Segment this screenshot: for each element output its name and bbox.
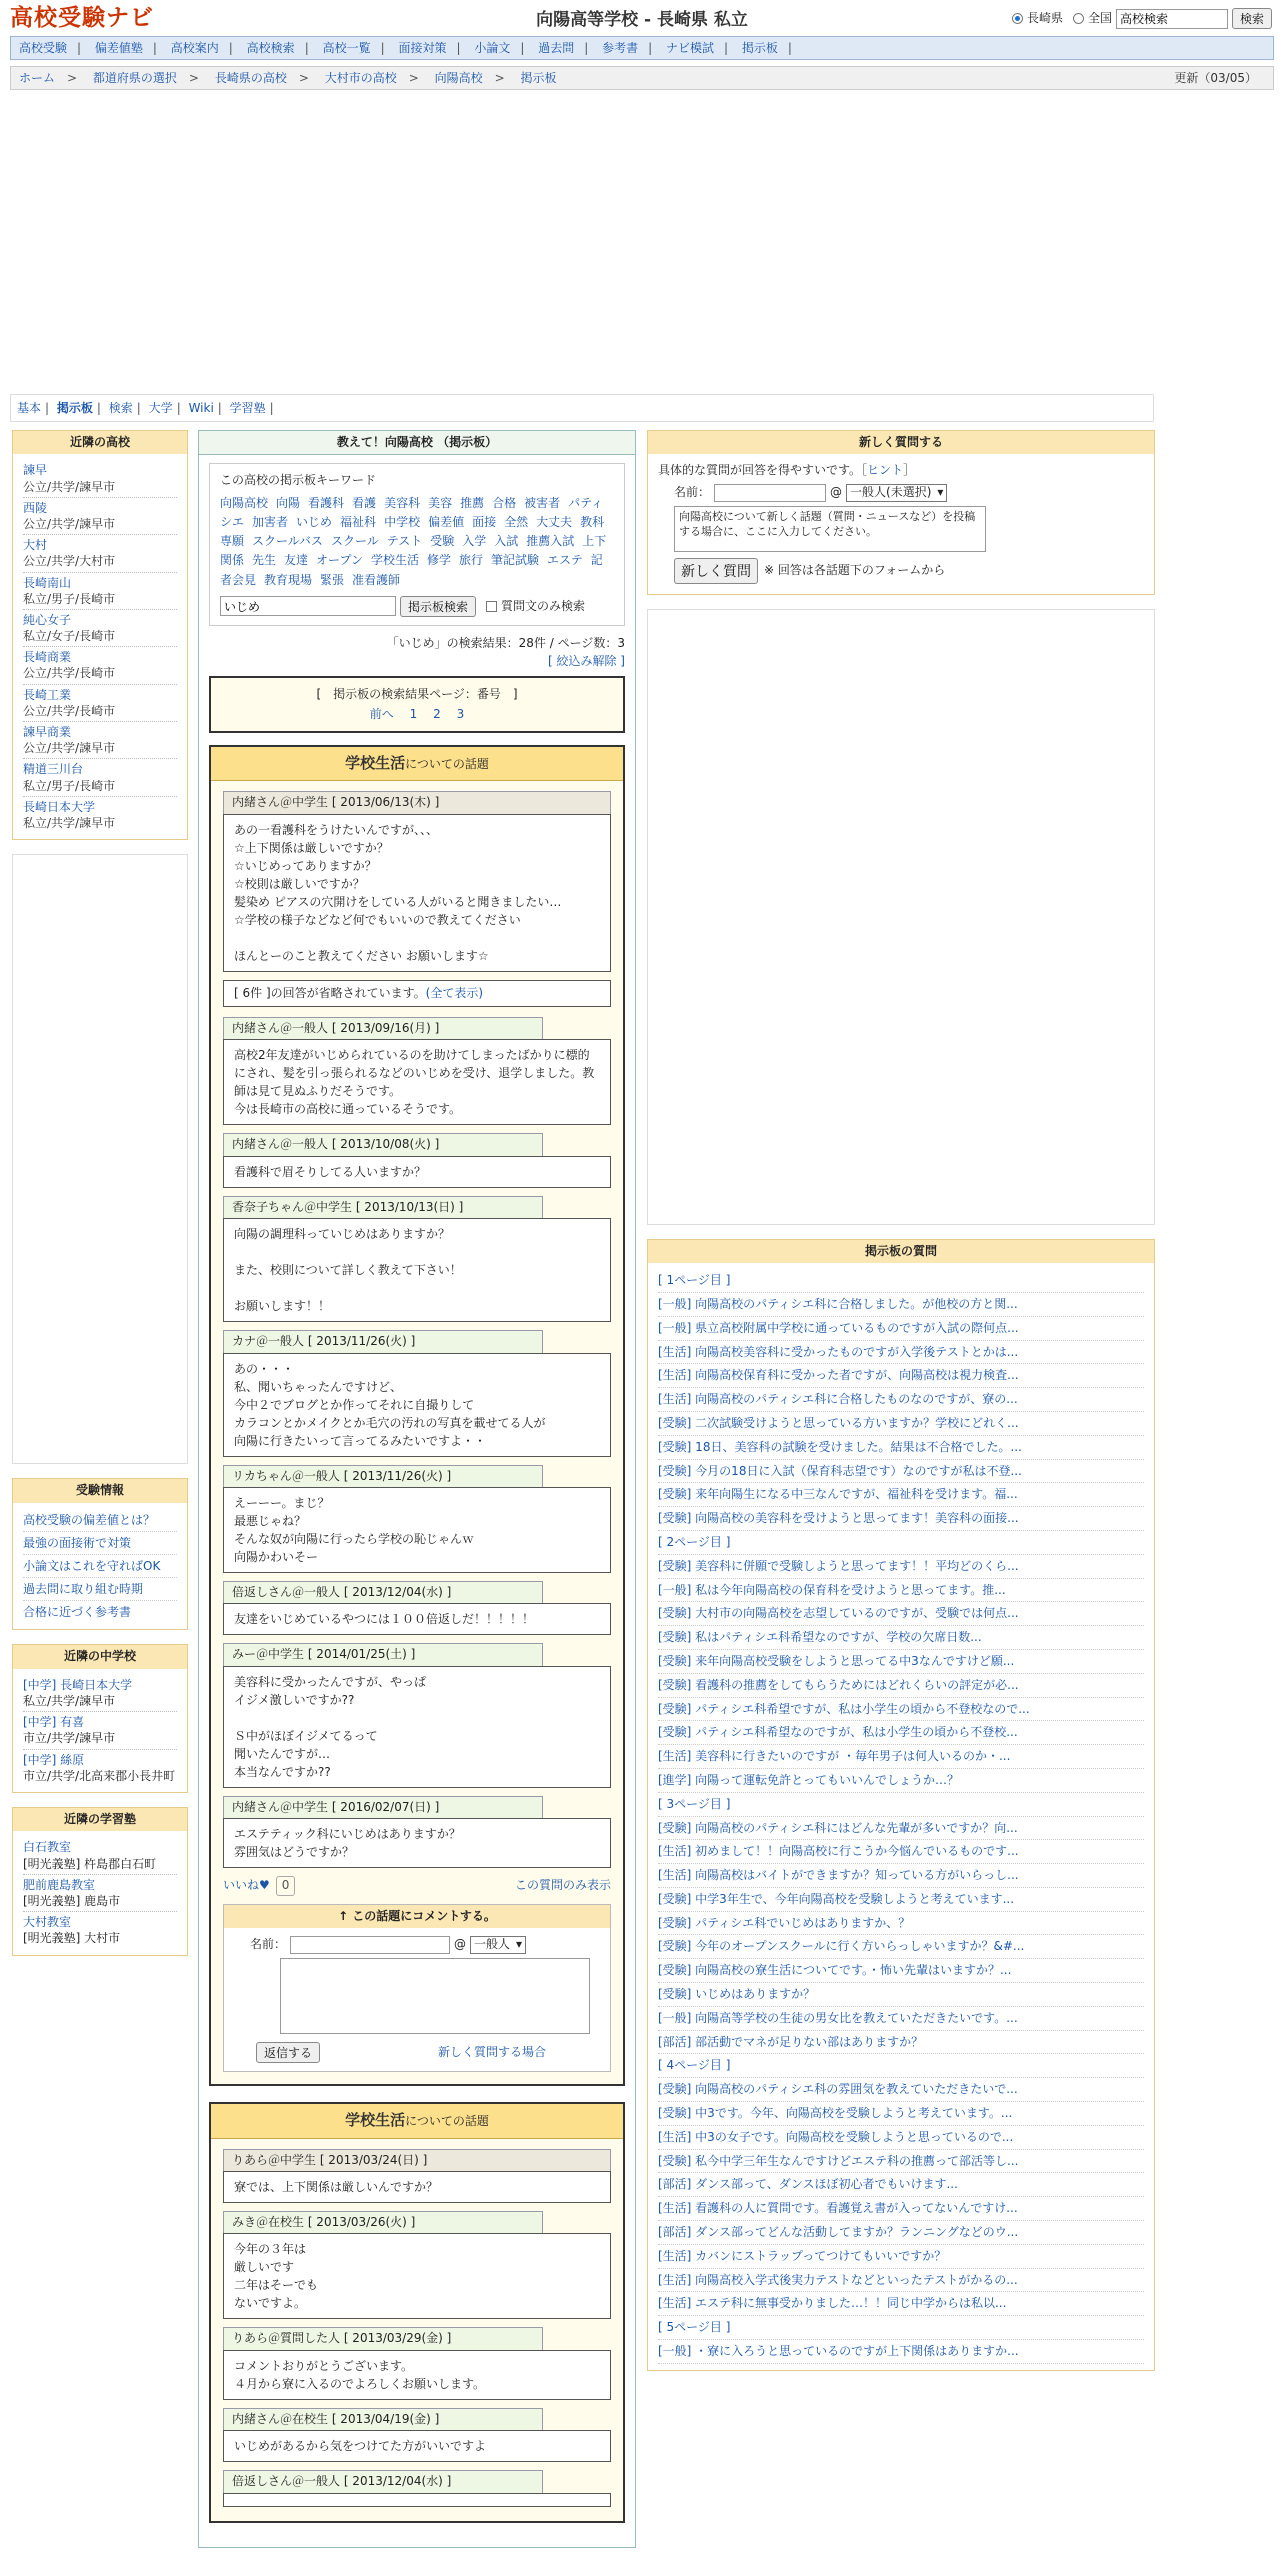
header	[0, 0, 1284, 36]
scope-pref-radio[interactable]	[1012, 13, 1023, 24]
list-item	[23, 685, 177, 722]
exam-info-link[interactable]: 合格に近づく参考書	[23, 1605, 132, 1620]
keyword-link[interactable]: テスト	[386, 534, 423, 549]
at-sign: @	[454, 1937, 467, 1952]
ask-box	[647, 430, 1155, 595]
keyword-list	[220, 494, 614, 590]
question-link[interactable]: [生活] 初めまして！！向陽高校に行こうか今悩んでいるものです...	[658, 1840, 1144, 1864]
question-link[interactable]: [受験] 向陽高校の美容科を受けようと思ってます！美容科の面接...	[658, 1507, 1144, 1531]
reply-post	[223, 1133, 611, 1187]
like-count: 0	[276, 1876, 296, 1895]
post-body: あの一看護科をうけたいんですが、、、 ☆上下関係は厳しいですか？ ☆いじめってありますか？ ☆校則は厳しいですか？ 髪染め ピアスの穴開けをしている人がいると聞きましたい… ☆学校の様子などなど何でもいいので教えてください ほんとーのこと教えてください お願いします☆	[223, 814, 611, 972]
search-result	[209, 634, 625, 670]
school-meta: 公立/共学/長崎市	[23, 666, 116, 681]
reply-post	[223, 1017, 611, 1125]
show-all-link[interactable]: (全て表示)	[425, 985, 484, 1000]
exam-info-link[interactable]: 最強の面接術で対策	[23, 1532, 177, 1555]
keyword-link[interactable]: 先生	[252, 553, 277, 568]
school-search-input[interactable]	[1116, 9, 1228, 29]
post-header: 内緒さん＠一般人 [ 2013/09/16(月) ]	[223, 1017, 543, 1039]
bbs-search-button[interactable]: 掲示板検索	[400, 596, 476, 617]
question-link[interactable]: [受験] パティシエ科希望ですが、私は小学生の頃から不登校なので...	[658, 1698, 1144, 1722]
post-header: リカちゃん＠一般人 [ 2013/11/26(火) ]	[223, 1465, 543, 1487]
keyword-link[interactable]: 推薦	[460, 495, 485, 510]
question-link[interactable]: [生活] 向陽高校保育科に受かった者ですが、向陽高校は視力検査...	[658, 1364, 1144, 1388]
subnav-university[interactable]: 大学	[148, 401, 173, 415]
omitted-text: [ 6件 ]の回答が省略されています。	[234, 985, 426, 1000]
nav-koukou-juken[interactable]: 高校受験	[19, 41, 68, 55]
question-link[interactable]: [受験] 大村市の向陽高校を志望しているのですが、受験では何点...	[658, 1602, 1144, 1626]
keyword-link[interactable]: 教育現場	[264, 572, 313, 587]
topic-suffix: についての話題	[405, 2113, 489, 2128]
post-header: みき＠在校生 [ 2013/03/26(火) ]	[223, 2211, 543, 2233]
topic-category: 学校生活	[345, 753, 406, 772]
scope-all-radio[interactable]	[1073, 13, 1084, 24]
school-link[interactable]: 長崎工業	[23, 687, 72, 702]
post-body: 美容科に受かったんですが、やっぱ イジメ激しいですか?? Ｓ中がほぼイジメてるって 聞いたんですが… 本当なんですか??	[223, 1666, 611, 1788]
reply-post	[223, 1796, 611, 1868]
nav-school-list[interactable]: 高校一覧	[322, 41, 371, 55]
question-post	[223, 791, 611, 971]
keyword-link[interactable]: 受験	[430, 534, 455, 549]
question-link[interactable]: [受験] 来年向陽高校受験をしようと思ってる中3なんですけど願...	[658, 1650, 1144, 1674]
middle-school-link[interactable]: [中学] 長崎日本大学	[23, 1677, 133, 1692]
page-title: 向陽高等学校 - 長崎県 私立	[536, 10, 748, 30]
comment-name-input[interactable]	[290, 1936, 450, 1954]
question-link[interactable]: [受験] 向陽高校の寮生活についてです。・怖い先輩はいますか？...	[658, 1959, 1144, 1983]
nav-mock-exam[interactable]: ナビ模試	[666, 41, 715, 55]
question-link[interactable]: [一般] 向陽高校のパティシエ科に合格しました。が他校の方と関...	[658, 1293, 1144, 1317]
school-link[interactable]: 諫早	[23, 463, 48, 478]
nav-hensachi[interactable]: 偏差値塾	[94, 41, 143, 55]
keyword-link[interactable]: いじめ	[296, 514, 333, 529]
keyword-box	[209, 463, 625, 625]
list-item	[23, 759, 177, 796]
nav-interview[interactable]: 面接対策	[398, 41, 447, 55]
keyword-link[interactable]: 旅行	[459, 553, 484, 568]
nearby-schools-title: 近隣の高校	[13, 431, 187, 454]
subnav-basic[interactable]: 基本	[17, 401, 42, 415]
keyword-link[interactable]: スクールバス	[252, 534, 323, 549]
ask-intro-text: 具体的な質問が回答を得やすいです。［	[658, 463, 868, 478]
ad-space	[12, 854, 188, 1464]
post-header: 倍返しさん＠一般人 [ 2013/12/04(水) ]	[223, 2470, 543, 2492]
post-body	[223, 2493, 611, 2507]
question-link[interactable]: [受験] いじめはありますか？	[658, 1983, 1144, 2007]
nav-school-search[interactable]: 高校検索	[246, 41, 295, 55]
ask-name-input[interactable]	[714, 484, 826, 502]
keyword-link[interactable]: 面接	[472, 514, 497, 529]
keyword-link[interactable]: 友達	[284, 553, 309, 568]
list-item	[23, 1875, 177, 1912]
keyword-link[interactable]: 准看護師	[352, 572, 401, 587]
keyword-link[interactable]: 教科	[580, 514, 605, 529]
question-link[interactable]: [生活] 向陽高校美容科に受かったものですが入学後テストとかは...	[658, 1341, 1144, 1365]
question-link[interactable]: [一般] 向陽高等学校の生徒の男女比を教えていただきたいです。...	[658, 2007, 1144, 2031]
school-link[interactable]: 諫早商業	[23, 725, 72, 740]
nearby-middle-box	[12, 1644, 188, 1793]
exam-info-link[interactable]: 過去問に取り組む時期	[23, 1578, 177, 1601]
topic-footer	[223, 1876, 611, 1895]
topic-category: 学校生活	[345, 2110, 406, 2129]
keyword-link[interactable]: 修学	[426, 553, 451, 568]
keyword-link[interactable]: 全然	[504, 514, 529, 529]
question-link[interactable]: [受験] 向陽高校のパティシエ科にはどんな先輩が多いですか？向...	[658, 1817, 1144, 1841]
school-link[interactable]: 長崎商業	[23, 650, 72, 665]
question-link[interactable]: [受験] 二次試験受けようと思っている方いますか？学校にどれく...	[658, 1412, 1144, 1436]
questions-title: 掲示板の質問	[648, 1240, 1154, 1263]
post-header: 香奈子ちゃん＠中学生 [ 2013/10/13(日) ]	[223, 1196, 543, 1218]
keyword-link[interactable]: パティシエ	[220, 495, 604, 529]
reply-post	[223, 1643, 611, 1787]
keyword-link[interactable]: エステ	[547, 553, 583, 568]
ask-intro	[658, 462, 1144, 479]
questions-list	[648, 1263, 1154, 2370]
school-link[interactable]: 大村	[23, 538, 48, 553]
nearby-schools-box	[12, 430, 188, 840]
keyword-link[interactable]: 大丈夫	[536, 514, 573, 529]
header-search	[1012, 8, 1272, 29]
reply-post	[223, 2211, 611, 2319]
comment-form-title: ↑ この話題にコメントする。	[224, 1905, 610, 1928]
question-link[interactable]: [生活] カバンにストラップってつけてもいいですか？	[658, 2245, 1144, 2269]
page-link[interactable]: [ 3ページ目 ]	[658, 1793, 1144, 1817]
like-button[interactable]: いいね♥	[223, 1878, 270, 1893]
topic-suffix: についての話題	[405, 756, 489, 771]
keyword-link[interactable]: 記者会見	[220, 553, 603, 587]
keyword-link[interactable]: 入試	[494, 534, 519, 549]
ask-title: 新しく質問する	[648, 431, 1154, 454]
page-link[interactable]: [ 4ページ目 ]	[658, 2054, 1144, 2078]
subnav-wiki[interactable]: Wiki	[188, 401, 214, 415]
question-link[interactable]: [生活] 向陽高校はバイトができますか？知っている方がいらっし...	[658, 1864, 1144, 1888]
name-label: 名前：	[250, 1937, 287, 1952]
question-only-checkbox[interactable]	[486, 601, 497, 612]
chevron-down-icon: ▾	[937, 485, 944, 500]
school-meta: 公立/共学/諫早市	[23, 516, 116, 531]
keyword-link[interactable]: 上下関係	[220, 534, 607, 568]
list-item	[23, 797, 177, 833]
question-link[interactable]: [受験] 今月の18日に入試（保育科志望です）なのですが私は不登...	[658, 1460, 1144, 1484]
middle-school-link[interactable]: [中学] 絲原	[23, 1752, 85, 1767]
left-column	[12, 430, 188, 1970]
scope-pref-label: 長崎県	[1026, 10, 1063, 25]
post-body: 今年の３年は 厳しいです 二年はそーでも ないですよ。	[223, 2233, 611, 2319]
ask-role-value: 一般人(未選択)	[850, 485, 932, 500]
question-link[interactable]: [受験] 18日、美容科の試験を受けました。結果は不合格でした。...	[658, 1436, 1144, 1460]
pager-prev[interactable]: 前へ	[369, 707, 394, 722]
search-result-count: 「いじめ」の検索結果：28件 / ページ数：3	[386, 635, 625, 650]
question-link[interactable]: [受験] 中学3年生で、今年向陽高校を受験しようと考えています...	[658, 1888, 1144, 1912]
ask-textarea[interactable]: 向陽高校について新しく話題（質問・ニュースなど）を投稿する場合に、ここに入力してください。	[674, 506, 986, 552]
middle-school-meta: 私立/共学/諫早市	[23, 1694, 116, 1709]
list-item	[23, 722, 177, 759]
question-link[interactable]: [受験] 今年のオープンスクールに行く方いらっしゃいますか？&#...	[658, 1935, 1144, 1959]
topic-card	[209, 745, 625, 2086]
post-header: カナ＠一般人 [ 2013/11/26(火) ]	[223, 1330, 543, 1352]
question-link[interactable]: [生活] エステ科に無事受かりました…！！同じ中学からは私以...	[658, 2292, 1144, 2316]
question-link[interactable]: [受験] 看護科の推薦をしてもらうためにはどれくらいの評定が必...	[658, 1674, 1144, 1698]
post-header: 倍返しさん＠一般人 [ 2013/12/04(水) ]	[223, 1581, 543, 1603]
reply-post	[223, 1196, 611, 1322]
reply-post	[223, 1330, 611, 1456]
topic-card	[209, 2102, 625, 2523]
breadcrumb: ホーム > 都道府県の選択 > 長崎県の高校 > 大村市の高校 > 向陽高校 > 掲示板 更新（03/05）	[10, 66, 1274, 90]
post-body: あの・・・ 私、聞いちゃったんですけど、 今中２でブログとか作ってそれに自撮りして カラコンとかメイクとか毛穴の汚れの写真を載せてる人が 向陽に行きたいって言ってるみたいですよ・・	[223, 1353, 611, 1457]
question-link[interactable]: [一般] 私は今年向陽高校の保育科を受けようと思ってます。推...	[658, 1579, 1144, 1603]
question-link[interactable]: [一般] ・寮に入ろうと思っているのですが上下関係はありますか...	[658, 2340, 1144, 2364]
keyword-link[interactable]: 看護	[352, 495, 377, 510]
post-body: 高校2年友達がいじめられているのを助けてしまったばかりに標的にされ、髪を引っ張られるなどのいじめを受け、退学しました。教師は見て見ぬふりだそうです。 今は長崎市の高校に通っているそうです。	[223, 1039, 611, 1125]
post-header: りあら＠中学生 [ 2013/03/24(日) ]	[223, 2149, 611, 2171]
reply-post	[223, 1581, 611, 1635]
center-column	[198, 430, 636, 2548]
role-select-value: 一般人	[474, 1937, 511, 1952]
middle-school-meta: 市立/共学/北高来郡小長井町	[23, 1768, 176, 1783]
ask-at-sign: @	[830, 485, 843, 500]
post-body: 看護科で眉そりしてる人いますか？	[223, 1156, 611, 1188]
new-question-link[interactable]: 新しく質問する場合	[437, 2044, 546, 2059]
crumb-koyo[interactable]: 向陽高校	[434, 71, 483, 85]
nearby-cram-title: 近隣の学習塾	[13, 1808, 187, 1831]
list-item	[23, 610, 177, 647]
question-link[interactable]: [受験] 美容科に併願で受験しようと思ってます！！平均どのくら...	[658, 1555, 1144, 1579]
list-item	[23, 1675, 177, 1712]
school-link[interactable]: 純心女子	[23, 612, 72, 627]
school-link[interactable]: 西陵	[23, 500, 48, 515]
question-link[interactable]: [生活] 向陽高校のパティシエ科に合格したものなのですが、寮の...	[658, 1388, 1144, 1412]
keyword-link[interactable]: 緊張	[320, 572, 345, 587]
keyword-link[interactable]: 偏差値	[428, 514, 465, 529]
post-body: エステティック科にいじめはありますか？ 雰囲気はどうですか？	[223, 1818, 611, 1868]
list-item	[23, 647, 177, 684]
post-header: りあら＠質問した人 [ 2013/03/29(金) ]	[223, 2327, 543, 2349]
keyword-link[interactable]: 筆記試験	[491, 553, 540, 568]
reply-post	[223, 2327, 611, 2399]
question-only-label: 質問文のみ検索	[501, 598, 586, 613]
keyword-title: この高校の掲示板キーワード	[220, 473, 377, 488]
school-meta: 公立/共学/大村市	[23, 554, 116, 569]
post-header: みー＠中学生 [ 2014/01/25(土) ]	[223, 1643, 543, 1665]
role-select[interactable]	[470, 1936, 526, 1954]
ad-space	[647, 609, 1155, 1225]
page-link[interactable]: [ 1ページ目 ]	[658, 1269, 1144, 1293]
school-search-button[interactable]: 検索	[1232, 8, 1272, 29]
pager-page-3[interactable]: 3	[456, 707, 465, 722]
question-link[interactable]: [受験] 中3です。今年、向陽高校を受験しようと考えています。...	[658, 2102, 1144, 2126]
bbs-search-input[interactable]	[220, 596, 396, 616]
subnav-cram[interactable]: 学習塾	[229, 401, 266, 415]
crumb-home[interactable]: ホーム	[19, 71, 56, 85]
main-nav: 高校受験 | 偏差値塾 | 高校案内 | 高校検索 | 高校一覧 | 面接対策 | 小論文 | 過去問 | 参考書 | ナビ模試 | 掲示板 |	[10, 36, 1274, 60]
right-column	[647, 430, 1155, 2385]
post-body: コメントおりがとうございます。 ４月から寮に入るのでよろしくお願いします。	[223, 2350, 611, 2400]
post-body: えーーー。まじ？ 最悪じゃね？ そんな奴が向陽に行ったら学校の恥じゃんｗ 向陽かわいそー	[223, 1487, 611, 1573]
page-link[interactable]: [ 2ページ目 ]	[658, 1531, 1144, 1555]
keyword-link[interactable]: 加害者	[252, 514, 289, 529]
list-item	[23, 573, 177, 610]
keyword-link[interactable]: 合格	[492, 495, 517, 510]
keyword-link[interactable]: 向陽高校	[220, 495, 269, 510]
show-question-only-link[interactable]: この質問のみ表示	[514, 1878, 611, 1893]
question-link[interactable]: [受験] パティシエ科でいじめはありますか、？	[658, 1912, 1144, 1936]
reply-post	[223, 2470, 611, 2506]
list-item	[23, 1750, 177, 1786]
middle-school-meta: 市立/共学/諫早市	[23, 1731, 116, 1746]
nav-past-exams[interactable]: 過去問	[538, 41, 575, 55]
nav-school-guide[interactable]: 高校案内	[170, 41, 219, 55]
question-link[interactable]: [生活] 美容科に行きたいのですが ・毎年男子は何人いるのか・...	[658, 1745, 1144, 1769]
crumb-omura[interactable]: 大村市の高校	[324, 71, 397, 85]
crumb-nagasaki[interactable]: 長崎県の高校	[214, 71, 287, 85]
keyword-link[interactable]: 推薦入試	[526, 534, 575, 549]
subnav-search[interactable]: 検索	[108, 401, 133, 415]
pager-title: [ 掲示板の検索結果ページ：番号 ]	[316, 686, 518, 701]
school-meta: 私立/男子/長崎市	[23, 778, 116, 793]
keyword-link[interactable]: 入学	[462, 534, 487, 549]
crumb-prefecture[interactable]: 都道府県の選択	[92, 71, 177, 85]
school-meta: 私立/女子/長崎市	[23, 629, 116, 644]
school-meta: 私立/共学/諫早市	[23, 815, 116, 830]
question-link[interactable]: [受験] 来年向陽生になる中三なんですが、福祉科を受けます。福...	[658, 1483, 1144, 1507]
question-link[interactable]: [部活] ダンス部ってどんな活動してますか？ランニングなどのウ...	[658, 2221, 1144, 2245]
nearby-middle-title: 近隣の中学校	[13, 1645, 187, 1668]
list-item	[23, 498, 177, 535]
nav-reference-books[interactable]: 参考書	[602, 41, 639, 55]
school-link[interactable]: 長崎南山	[23, 575, 72, 590]
cram-link[interactable]: 大村教室	[23, 1915, 72, 1930]
post-header: 内緒さん＠中学生 [ 2016/02/07(日) ]	[223, 1796, 543, 1818]
topic-header	[211, 747, 623, 782]
list-item	[23, 1837, 177, 1874]
question-link[interactable]: [生活] 看護科の人に質問です。看護覚え書が入ってないんですけ...	[658, 2197, 1144, 2221]
cram-link[interactable]: 肥前鹿島教室	[23, 1877, 96, 1892]
hint-link[interactable]: ヒント	[867, 463, 904, 478]
nav-essay[interactable]: 小論文	[474, 41, 511, 55]
keyword-link[interactable]: 被害者	[524, 495, 561, 510]
keyword-link[interactable]: 向陽	[276, 495, 301, 510]
question-link[interactable]: [進学] 向陽って運転免許とってもいいんでしょうか…？	[658, 1769, 1144, 1793]
cram-link[interactable]: 白石教室	[23, 1840, 72, 1855]
exam-info-link[interactable]: 高校受験の偏差値とは？	[23, 1509, 177, 1532]
school-meta: 公立/共学/長崎市	[23, 703, 116, 718]
school-link[interactable]: 長崎日本大学	[23, 799, 96, 814]
keyword-link[interactable]: 美容	[428, 495, 453, 510]
exam-info-title: 受験情報	[13, 1479, 187, 1502]
scope-all-label: 全国	[1087, 10, 1112, 25]
keyword-link[interactable]: 美容科	[384, 495, 421, 510]
post-body: 友達をいじめているやつには１００倍返しだ！！！！！	[223, 1603, 611, 1635]
list-item	[23, 535, 177, 572]
page-link[interactable]: [ 5ページ目 ]	[658, 2316, 1144, 2340]
list-item	[23, 1712, 177, 1749]
cram-meta: [明光義塾] 鹿島市	[23, 1893, 121, 1908]
school-link[interactable]: 精道三川台	[23, 762, 84, 777]
keyword-link[interactable]: 学校生活	[370, 553, 419, 568]
cram-meta: [明光義塾] 杵島郡白石町	[23, 1856, 157, 1871]
keyword-link[interactable]: スクール	[330, 534, 379, 549]
chevron-down-icon: ▾	[516, 1937, 523, 1952]
ask-name-label: 名前：	[674, 485, 711, 500]
bbs-panel	[198, 430, 636, 2548]
ask-intro-end: ］	[903, 463, 916, 478]
school-meta: 公立/共学/諫早市	[23, 741, 116, 756]
question-link[interactable]: [一般] 県立高校附属中学校に通っているものですが入試の際何点...	[658, 1317, 1144, 1341]
bbs-title: 教えて！向陽高校 （掲示板）	[199, 431, 635, 455]
post-body: 寮では、上下関係は厳しいんですか？	[223, 2171, 611, 2203]
clear-filter-link[interactable]: [ 絞込み解除 ]	[548, 653, 625, 668]
question-link[interactable]: [生活] 中3の女子です。向陽高校を受験しようと思っているので...	[658, 2126, 1144, 2150]
ask-note: ※ 回答は各話題下のフォームから	[764, 563, 946, 578]
question-link[interactable]: [受験] 私今中学三年生なんですけどエステ科の推薦って部活等し...	[658, 2150, 1144, 2174]
comment-form	[223, 1904, 611, 2072]
ask-role-select[interactable]	[846, 484, 947, 502]
pager	[209, 676, 625, 733]
school-subnav: 基本 | 掲示板 | 検索 | 大学 | Wiki | 学習塾 |	[10, 394, 1154, 422]
keyword-link[interactable]: オープン	[316, 553, 363, 568]
keyword-link[interactable]: 専願	[220, 534, 245, 549]
cram-meta: [明光義塾] 大村市	[23, 1931, 121, 1946]
keyword-link[interactable]: 中学校	[384, 514, 421, 529]
reply-button[interactable]: 返信する	[256, 2042, 320, 2063]
question-link[interactable]: [部活] ダンス部って、ダンスほぼ初心者でもいけます...	[658, 2173, 1144, 2197]
subnav-bbs[interactable]: 掲示板	[56, 401, 93, 415]
question-post	[223, 2149, 611, 2203]
question-link[interactable]: [生活] 向陽高校入学式後実力テストなどといったテストがかるの...	[658, 2269, 1144, 2293]
list-item	[23, 1912, 177, 1948]
question-link[interactable]: [受験] 私はパティシエ科希望なのですが、学校の欠席日数...	[658, 1626, 1144, 1650]
post-header: 内緒さん＠一般人 [ 2013/10/08(火) ]	[223, 1133, 543, 1155]
keyword-link[interactable]: 福祉科	[340, 514, 377, 529]
post-body: いじめがあるから気をつけてた方がいいですよ	[223, 2430, 611, 2462]
updated-date: 更新（03/05）	[1174, 71, 1257, 85]
reply-post	[223, 2408, 611, 2462]
pager-page-1[interactable]: 1	[409, 707, 418, 722]
post-header: 内緒さん＠在校生 [ 2013/04/19(金) ]	[223, 2408, 543, 2430]
nav-bbs[interactable]: 掲示板	[741, 41, 778, 55]
questions-box	[647, 1239, 1155, 2371]
omitted-notice	[223, 980, 611, 1007]
nearby-cram-box	[12, 1807, 188, 1956]
bbs-search-form	[220, 596, 614, 617]
post-header: 内緒さん＠中学生 [ 2013/06/13(木) ]	[223, 791, 611, 813]
new-question-button[interactable]: 新しく質問	[674, 558, 758, 584]
question-link[interactable]: [受験] 向陽高校のパティシエ科の雰囲気を教えていただきたいで...	[658, 2078, 1144, 2102]
topic-header	[211, 2104, 623, 2139]
question-link[interactable]: [受験] パティシエ科希望なのですが、私は小学生の頃から不登校...	[658, 1721, 1144, 1745]
question-link[interactable]: [部活] 部活動でマネが足りない部はありますか？	[658, 2031, 1144, 2055]
pager-page-2[interactable]: 2	[433, 707, 441, 722]
middle-school-link[interactable]: [中学] 有喜	[23, 1715, 85, 1730]
school-meta: 私立/男子/長崎市	[23, 591, 116, 606]
comment-textarea[interactable]	[280, 1958, 590, 2034]
reply-post	[223, 1465, 611, 1573]
exam-info-link[interactable]: 小論文はこれを守ればOK	[23, 1555, 177, 1578]
site-logo[interactable]: 高校受験ナビ	[10, 5, 154, 31]
post-body: 向陽の調理科っていじめはありますか？ また、校則について詳しく教えて下さい！ お願いします！！	[223, 1218, 611, 1322]
list-item	[23, 460, 177, 497]
keyword-link[interactable]: 看護科	[308, 495, 345, 510]
school-meta: 公立/共学/諫早市	[23, 479, 116, 494]
exam-info-box	[12, 1478, 188, 1630]
crumb-bbs[interactable]: 掲示板	[520, 71, 557, 85]
